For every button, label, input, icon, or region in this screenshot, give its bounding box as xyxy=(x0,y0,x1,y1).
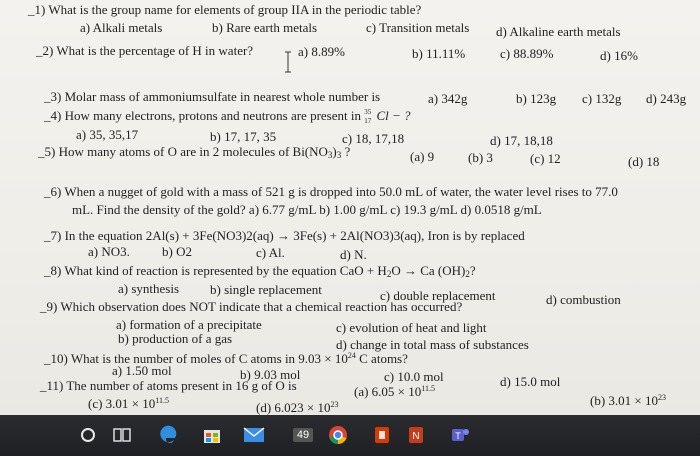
q1-option-c: c) Transition metals xyxy=(366,20,470,35)
q8-end: ? xyxy=(469,263,476,278)
q10-end: C atoms? xyxy=(355,351,408,366)
q2-option-d: d) 16% xyxy=(600,48,638,63)
store-icon[interactable] xyxy=(200,423,224,447)
q4-text: _4) How many electrons, protons and neutrons are present in xyxy=(44,108,361,123)
q10-exponent: 24 xyxy=(347,351,356,360)
q7-option-a: a) NO3. xyxy=(88,244,130,259)
q8-subscript: 2 xyxy=(386,269,392,279)
svg-text:T: T xyxy=(455,431,461,441)
q11-b-exponent: 23 xyxy=(658,393,666,402)
q4-isotope-numbers xyxy=(364,108,373,125)
q8-subscript-2: 2 xyxy=(465,269,470,279)
q3-option-a: a) 342g xyxy=(428,91,468,106)
q2-option-a: a) 8.89% xyxy=(298,44,345,59)
q3-option-d: d) 243g xyxy=(646,91,687,106)
q11-option-c xyxy=(88,393,169,411)
task-view-icon[interactable] xyxy=(110,423,134,447)
q2-option-b: b) 11.11% xyxy=(412,46,466,61)
q7-option-d: d) N. xyxy=(340,247,367,262)
q9-option-c: c) evolution of heat and light xyxy=(336,320,487,335)
q4-atomic-number: 17 xyxy=(364,117,372,125)
question-3: _3) Molar mass of ammoniumsulfate in nearest whole number is xyxy=(44,89,381,104)
q8-option-d: d) combustion xyxy=(546,292,621,307)
q4-option-d: d) 17, 18,18 xyxy=(490,133,553,148)
q8-mid: O → Ca (OH) xyxy=(391,263,466,278)
question-1: _1) What is the group name for elements of group IIA in the periodic table? xyxy=(28,2,422,17)
q4-isotope-symbol: Cl − ? xyxy=(376,108,411,123)
q4-mass-number: 35 xyxy=(364,108,372,116)
q5-subscript-2: 3 xyxy=(336,150,342,160)
q11-b-base: (b) 3.01 × 10 xyxy=(590,393,658,408)
q5-option-c: (c) 12 xyxy=(530,151,561,166)
q4-option-b: b) 17, 17, 35 xyxy=(210,129,277,144)
q3-option-c: c) 132g xyxy=(582,91,622,106)
q5-option-a: (a) 9 xyxy=(410,149,435,164)
question-8 xyxy=(44,263,476,282)
q11-option-a xyxy=(354,381,435,399)
q11-a-base: (a) 6.05 × 10 xyxy=(354,384,422,399)
q11-c-exponent: 11.5 xyxy=(155,396,169,405)
q4-option-c: c) 18, 17,18 xyxy=(342,131,405,146)
office-icon[interactable] xyxy=(370,423,394,447)
question-10 xyxy=(44,348,408,366)
teams-icon[interactable] xyxy=(448,423,472,447)
q3-option-b: b) 123g xyxy=(516,91,557,106)
q11-option-d xyxy=(256,397,339,415)
q9-option-d: d) change in total mass of substances xyxy=(336,337,529,352)
start-circle-icon[interactable] xyxy=(76,423,100,447)
q10-option-a: a) 1.50 mol xyxy=(112,363,172,378)
q1-option-d: d) Alkaline earth metals xyxy=(496,24,621,39)
q2-option-c: c) 88.89% xyxy=(500,46,554,61)
q9-option-b: b) production of a gas xyxy=(118,331,233,346)
q5-subscript: 3 xyxy=(327,150,333,160)
q9-option-a: a) formation of a precipitate xyxy=(116,317,262,332)
notification-count-badge: 49 xyxy=(293,428,313,442)
q8-text: _8) What kind of reaction is represented by the equation CaO + H xyxy=(44,263,387,278)
text-cursor-icon xyxy=(282,50,294,74)
question-6: _6) When a nugget of gold with a mass of 521 g is dropped into 50.0 mL of water, the water level rises to 77.0 xyxy=(44,184,618,199)
question-11: _11) The number of atoms present in 16 g of O is xyxy=(40,378,297,393)
question-5 xyxy=(38,144,350,163)
q5-text: _5) How many atoms of O are in 2 molecules of Bi(NO xyxy=(38,144,328,159)
onenote-icon[interactable] xyxy=(404,423,428,447)
q11-d-base: (d) 6.023 × 10 xyxy=(256,400,331,415)
q11-a-exponent: 11.5 xyxy=(421,384,435,393)
q8-option-a: a) synthesis xyxy=(118,281,180,296)
question-7: _7) In the equation 2Al(s) + 3Fe(NO3)2(aq) → 3Fe(s) + 2Al(NO3)3(aq), Iron is by replaced xyxy=(44,228,525,243)
q5-question-mark: ? xyxy=(341,144,351,159)
q10-option-c: c) 10.0 mol xyxy=(384,369,444,384)
q1-option-b: b) Rare earth metals xyxy=(212,20,318,35)
taskbar xyxy=(0,415,700,456)
q10-text: _10) What is the number of moles of C atoms in 9.03 × 10 xyxy=(44,351,348,366)
q11-c-base: (c) 3.01 × 10 xyxy=(88,396,156,411)
q10-option-d: d) 15.0 mol xyxy=(500,374,561,389)
q7-option-b: b) O2 xyxy=(162,244,192,259)
svg-text:N: N xyxy=(412,431,420,442)
question-6-cont: mL. Find the density of the gold? a) 6.77 g/mL b) 1.00 g/mL c) 19.3 g/mL d) 0.0518 g/mL xyxy=(72,202,542,217)
q5-paren: ) xyxy=(332,144,337,159)
question-9: _9) Which observation does NOT indicate that a chemical reaction has occurred? xyxy=(40,299,463,314)
edge-icon[interactable] xyxy=(156,423,180,447)
q11-d-exponent: 23 xyxy=(330,400,339,409)
q4-option-a: a) 35, 35,17 xyxy=(76,127,139,142)
question-2: _2) What is the percentage of H in water? xyxy=(36,43,254,58)
q8-option-b: b) single replacement xyxy=(210,282,322,297)
q7-option-c: c) Al. xyxy=(256,245,285,260)
q8-option-c: c) double replacement xyxy=(380,288,496,303)
mail-icon[interactable] xyxy=(240,423,268,447)
q5-option-b: (b) 3 xyxy=(468,150,493,165)
mail-badge xyxy=(286,423,320,447)
q10-option-b: b) 9.03 mol xyxy=(240,367,301,382)
question-4 xyxy=(44,108,411,123)
q1-option-a: a) Alkali metals xyxy=(80,20,163,35)
chrome-icon[interactable] xyxy=(326,423,350,447)
q5-option-d: (d) 18 xyxy=(628,154,660,169)
q11-option-b xyxy=(590,390,666,408)
